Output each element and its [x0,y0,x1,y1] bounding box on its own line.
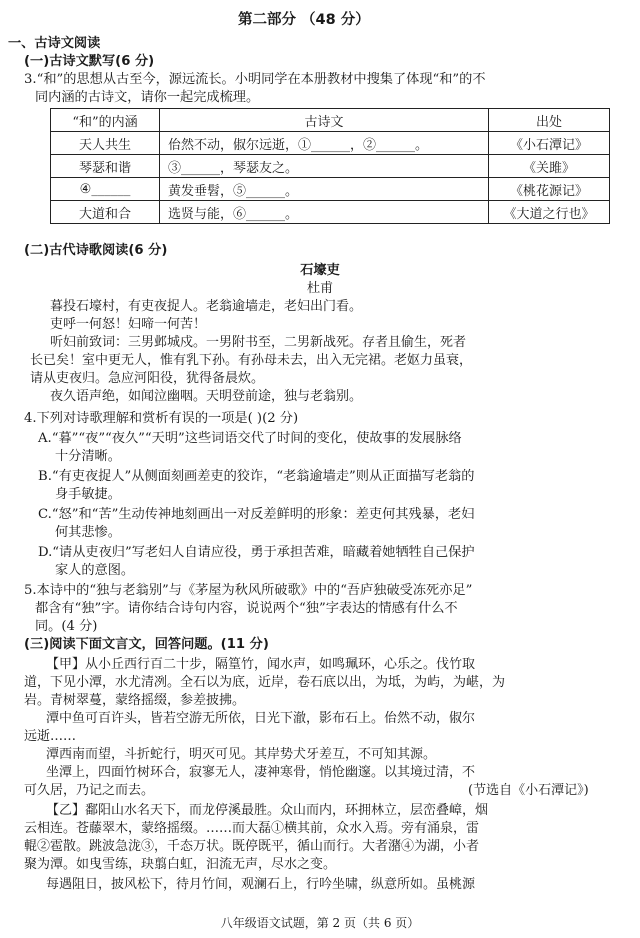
option-b-cont: 身手敏捷。 [55,487,121,502]
source-cell: 《关雎》 [489,155,610,178]
poem-cell: 选贤与能，⑥______。 [160,201,489,224]
question-3-line-2: 同内涵的古诗文，请你一起完成梳理。 [35,90,260,105]
table-row [51,155,610,178]
poem-line: 请从吏夜归。急应河阳役，犹得备晨炊。 [30,371,265,386]
passage-line: 每遇阻日，披风松下，待月竹间，观澜石上，行吟坐啸，纵意所如。虽桃源 [46,877,476,892]
passage-line: 【乙】鄱阳山水名天下，而龙停溪最胜。众山而内，环拥林立，层峦叠嶂，烟 [46,803,489,818]
passage-line: 聚为潭。如曳雪练，玦翦白虹，汩流无声，尽水之变。 [24,857,337,872]
subsection-heading-2: (二)古代诗歌阅读(6 分) [24,243,168,258]
option-c-cont: 何其悲惨。 [55,525,121,540]
table-row [51,132,610,155]
poem-line: 长已矣！室中更无人，惟有乳下孙。有孙母未去，出入无完裙。老妪力虽衰， [30,353,473,368]
meaning-cell: 琴瑟和谐 [51,155,160,178]
poem-cell: 佁然不动，俶尔远逝，①______，②______。 [160,132,489,155]
passage-source: (节选自《小石潭记》) [468,783,589,798]
option-d: D.“请从吏夜归”写老妇人自请应役，勇于承担苦难，暗藏着她牺牲自己保护 [38,545,475,560]
passage-line: 道，下见小潭，水尤清冽。全石以为底，近岸，卷石底以出，为坻，为屿，为嵁，为 [24,675,506,690]
poem-title: 石壕吏 [300,263,340,278]
passage-line: 可久居，乃记之而去。 [24,783,155,798]
option-a: A.“暮”“夜”“夜久”“天明”这些词语交代了时间的变化，使故事的发展脉络 [38,431,462,446]
meaning-cell: 天人共生 [51,132,160,155]
option-a-cont: 十分清晰。 [55,449,121,464]
subsection-heading-3: (三)阅读下面文言文，回答问题。(11 分) [24,637,269,652]
poem-line: 暮投石壕村，有吏夜捉人。老翁逾墙走，老妇出门看。 [50,299,363,314]
passage-line: 坐潭上，四面竹树环合，寂寥无人，凄神寒骨，悄怆幽邃。以其境过清，不 [46,765,476,780]
source-cell: 《小石潭记》 [489,132,610,155]
passage-line: 潭西南而望，斗折蛇行，明灭可见。其岸势犬牙差互，不可知其源。 [46,747,437,762]
poem-cell: 黄发垂髫，⑤______。 [160,178,489,201]
passage-line: 云相连。苍藤翠木，蒙络摇缀。……而大磊①横其前，众水入焉。旁有涌泉，雷 [24,821,480,836]
poem-line: 吏呼一何怒！妇啼一何苦！ [50,317,207,332]
meaning-cell: ④______ [51,178,160,201]
option-c: C.“怒”和“苦”生动传神地刻画出一对反差鲜明的形象：差吏何其残暴，老妇 [38,507,475,522]
option-d-cont: 家人的意图。 [55,563,135,578]
question-5-line-3: 同。(4 分) [35,619,98,634]
question-3-line-1: 3.“和”的思想从古至今，源远流长。小明同学在本册教材中搜集了体现“和”的不 [24,72,486,87]
passage-line: 远逝…… [24,729,77,744]
table-header-row [51,109,610,132]
subsection-heading-1: (一)古诗文默写(6 分) [24,54,155,69]
section-heading: 一、古诗文阅读 [8,36,101,51]
source-cell: 《大道之行也》 [489,201,610,224]
table-header: 出处 [489,109,610,132]
table-row [51,201,610,224]
passage-line: 輥②雹散。跳波急泷③，千态万状。既停既平，循山而行。大者潴④为湖，小者 [24,839,480,854]
passage-line: 【甲】从小丘西行百二十步，隔篁竹，闻水声，如鸣珮环，心乐之。伐竹取 [46,657,476,672]
poem-cell: ③______，琴瑟友之。 [160,155,489,178]
poem-line: 听妇前致词：三男邺城戍。一男附书至，二男新战死。存者且偷生，死者 [50,335,467,350]
meaning-cell: 大道和合 [51,201,160,224]
question-5-line-2: 都含有“独”字。请你结合诗句内容，说说两个“独”字表达的情感有什么不 [35,601,458,616]
page-title: 第二部分 （48 分） [238,12,370,28]
poem-table [50,108,610,224]
passage-line: 岩。青树翠蔓，蒙络摇缀，参差披拂。 [24,693,246,708]
question-5-line-1: 5.本诗中的“独与老翁别”与《茅屋为秋风所破歌》中的“吾庐独破受冻死亦足” [24,583,473,598]
passage-line: 潭中鱼可百许头，皆若空游无所依，日光下澈，影布石上。佁然不动，俶尔 [46,711,476,726]
poem-line: 夜久语声绝，如闻泣幽咽。天明登前途，独与老翁别。 [50,389,363,404]
question-4-stem: 4.下列对诗歌理解和赏析有误的一项是( )(2 分) [24,411,299,426]
poem-author: 杜甫 [306,281,334,296]
page-footer: 八年级语文试题，第 2 页（共 6 页） [220,916,420,930]
table-row [51,178,610,201]
source-cell: 《桃花源记》 [489,178,610,201]
table-header: “和”的内涵 [51,109,160,132]
option-b: B.“有吏夜捉人”从侧面刻画差吏的狡诈，“老翁逾墙走”则从正面描写老翁的 [38,469,475,484]
table-header: 古诗文 [160,109,489,132]
